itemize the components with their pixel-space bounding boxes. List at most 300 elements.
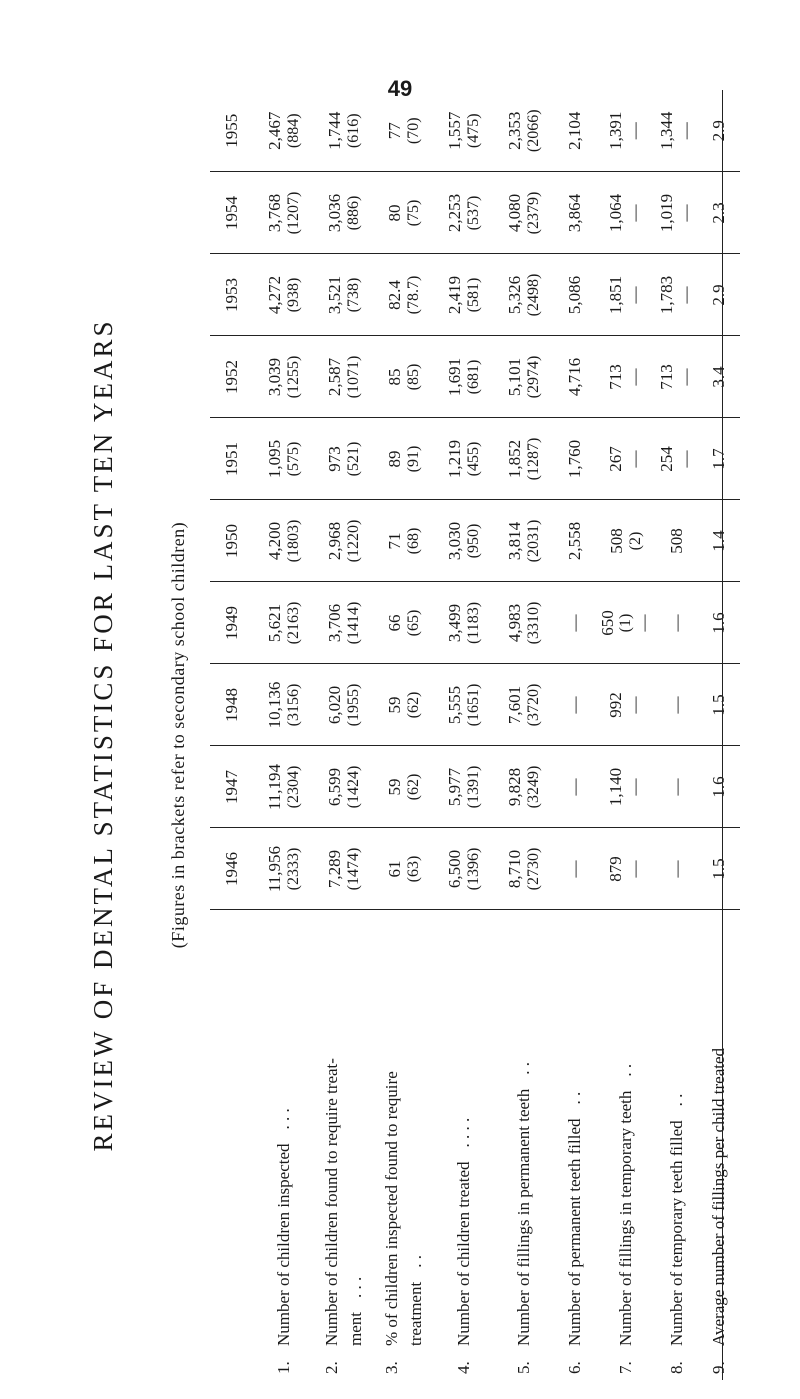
cell-value: 11,194 [264, 763, 284, 811]
row-label [656, 910, 698, 1380]
data-cell [314, 90, 374, 172]
cell-secondary-value: (537) [464, 195, 482, 231]
data-cell [554, 418, 596, 500]
cell-value: 1,019 [657, 193, 677, 233]
cell-secondary-value: (2974) [524, 355, 542, 399]
cell-value: 5,101 [504, 357, 524, 397]
cell-value: 1,140 [606, 767, 626, 807]
row-number: 9. [709, 1361, 729, 1374]
cell-secondary-value: (3720) [524, 683, 542, 727]
row-number: 4. [454, 1361, 474, 1374]
data-cell [434, 254, 494, 336]
data-cell [494, 664, 554, 746]
row-number: 3. [382, 1361, 402, 1374]
year-header: 1951 [210, 418, 254, 500]
cell-value: — [666, 778, 686, 796]
cell-dash: — [625, 450, 644, 468]
cell-secondary-value: (91) [404, 445, 422, 473]
cell-value: 85 [384, 368, 404, 386]
cell-value: 8,710 [504, 849, 524, 889]
data-cell [434, 172, 494, 254]
leader-dots: . . [406, 1255, 425, 1268]
row-label-continuation [344, 913, 368, 1375]
cell-value: 1.5 [708, 858, 728, 880]
data-cell [434, 828, 494, 910]
row-label [434, 910, 494, 1380]
cell-value: 6,500 [444, 849, 464, 889]
data-cell [554, 172, 596, 254]
cell-value: 3,768 [264, 193, 284, 233]
data-cell [254, 746, 314, 828]
cell-secondary-value: (2304) [284, 765, 302, 809]
cell-secondary-value: (1287) [524, 437, 542, 481]
data-cell [494, 500, 554, 582]
data-cell [656, 746, 698, 828]
data-cell [656, 500, 698, 582]
cell-value: 973 [324, 446, 344, 472]
year-header: 1950 [210, 500, 254, 582]
cell-value: 1,760 [564, 439, 584, 479]
cell-secondary-value: (950) [464, 523, 482, 559]
cell-value: 650 [597, 610, 617, 636]
row-label [494, 910, 554, 1380]
cell-value: 1,344 [657, 111, 677, 150]
row-label-text: % of children inspected found to require [382, 1071, 402, 1346]
row-label [254, 910, 314, 1380]
cell-secondary-value: (1391) [464, 765, 482, 809]
dental-statistics-table [210, 90, 740, 1380]
cell-value: 1,064 [606, 193, 626, 233]
data-cell [374, 336, 434, 418]
data-cell [254, 418, 314, 500]
cell-secondary-value: (738) [344, 277, 362, 313]
data-cell [374, 828, 434, 910]
cell-value: 3,814 [504, 521, 524, 561]
data-cell [254, 254, 314, 336]
cell-value: 3,036 [324, 193, 344, 233]
page-number: 49 [387, 76, 413, 101]
table-row [698, 90, 740, 1380]
cell-secondary-value: (70) [404, 117, 422, 145]
cell-value: 80 [384, 204, 404, 222]
data-cell [254, 90, 314, 172]
year-header: 1952 [210, 336, 254, 418]
cell-value: 66 [384, 614, 404, 632]
cell-value: 4,716 [564, 357, 584, 397]
year-header: 1953 [210, 254, 254, 336]
cell-secondary-value: (68) [404, 527, 422, 555]
data-cell [698, 746, 740, 828]
cell-dash: — [625, 122, 644, 140]
cell-dash: — [625, 860, 644, 878]
year-header: 1948 [210, 664, 254, 746]
table-row [494, 90, 554, 1380]
cell-secondary-value: (521) [344, 441, 362, 477]
cell-value: 1,783 [657, 275, 677, 315]
cell-value: 4,983 [504, 603, 524, 643]
cell-value: 6,599 [324, 767, 344, 807]
cell-value: 508 [666, 528, 686, 554]
data-cell [596, 336, 656, 418]
cell-secondary-value: (1651) [464, 683, 482, 727]
year-header: 1946 [210, 828, 254, 910]
cell-dash: — [676, 204, 695, 222]
cell-value: 508 [606, 528, 626, 554]
row-label [314, 910, 374, 1380]
data-cell [494, 746, 554, 828]
cell-secondary-value: (1) [617, 613, 635, 633]
data-cell [434, 746, 494, 828]
cell-value: 9,828 [504, 767, 524, 807]
table-body [254, 90, 740, 1380]
cell-secondary-value: (2498) [524, 273, 542, 317]
cell-value: 4,080 [504, 193, 524, 233]
cell-dash: — [676, 368, 695, 386]
cell-secondary-value: (938) [284, 277, 302, 313]
year-header: 1955 [210, 90, 254, 172]
cell-secondary-value: (63) [404, 855, 422, 883]
cell-value: 5,977 [444, 767, 464, 807]
cell-secondary-value: (1955) [344, 683, 362, 727]
cell-value: 1,744 [324, 111, 344, 150]
cell-secondary-value: (3156) [284, 683, 302, 727]
cell-value: 5,326 [504, 275, 524, 315]
row-label-text: Number of children treated [454, 1161, 474, 1346]
data-cell [254, 582, 314, 664]
data-cell [314, 418, 374, 500]
cell-dash: — [625, 778, 644, 796]
row-label [698, 910, 740, 1380]
cell-value: 3,706 [324, 603, 344, 643]
data-cell [434, 664, 494, 746]
cell-secondary-value: (65) [404, 609, 422, 637]
data-cell [656, 336, 698, 418]
row-label-text: Number of fillings in temporary teeth [616, 1090, 636, 1346]
cell-value: 1.7 [708, 448, 728, 470]
cell-value: — [666, 696, 686, 714]
table-row [314, 90, 374, 1380]
cell-value: — [666, 860, 686, 878]
data-cell [698, 172, 740, 254]
cell-secondary-value: (2031) [524, 519, 542, 563]
cell-secondary-value: (1183) [464, 601, 482, 645]
cell-dash: — [625, 204, 644, 222]
cell-value: 1.6 [708, 776, 728, 798]
cell-dash: — [625, 368, 644, 386]
data-cell [554, 336, 596, 418]
data-cell [494, 172, 554, 254]
data-cell [374, 500, 434, 582]
data-cell [494, 90, 554, 172]
data-cell [314, 254, 374, 336]
data-cell [596, 828, 656, 910]
table-row [554, 90, 596, 1380]
cell-value: 2.9 [708, 284, 728, 306]
data-cell [374, 172, 434, 254]
cell-dash: — [625, 696, 644, 714]
leader-dots: . . [565, 1091, 585, 1105]
cell-value: — [666, 614, 686, 632]
cell-secondary-value: (85) [404, 363, 422, 391]
cell-value: 11,956 [264, 845, 284, 893]
cell-value: 1,219 [444, 439, 464, 479]
data-cell [314, 500, 374, 582]
cell-secondary-value: (455) [464, 441, 482, 477]
cell-value: 2,419 [444, 275, 464, 315]
data-cell [254, 828, 314, 910]
data-cell [374, 90, 434, 172]
data-cell [698, 254, 740, 336]
cell-value: 1.6 [708, 612, 728, 634]
cell-secondary-value: (2) [626, 531, 644, 551]
cell-dash: — [633, 614, 653, 632]
data-cell [254, 336, 314, 418]
row-label-text: Number of permanent teeth filled [565, 1118, 585, 1346]
cell-secondary-value: (1474) [344, 847, 362, 891]
table-bottom-rule [722, 90, 723, 1380]
cell-value: 4,200 [264, 521, 284, 561]
cell-value: 1,851 [606, 275, 626, 315]
data-cell [434, 336, 494, 418]
cell-secondary-value: (884) [284, 113, 302, 149]
cell-value: 2,253 [444, 193, 464, 233]
cell-value: 3,039 [264, 357, 284, 397]
data-cell [254, 664, 314, 746]
year-header: 1954 [210, 172, 254, 254]
cell-value: 1,391 [606, 111, 626, 150]
data-cell [314, 746, 374, 828]
data-cell [434, 418, 494, 500]
row-label-continuation-text: ment [346, 1312, 365, 1346]
data-cell [254, 500, 314, 582]
cell-secondary-value: (75) [404, 199, 422, 227]
cell-value: 2,104 [564, 111, 584, 150]
cell-secondary-value: (62) [404, 691, 422, 719]
cell-value: 879 [606, 856, 626, 882]
data-cell [434, 500, 494, 582]
row-label-text: Number of children inspected [274, 1143, 294, 1346]
cell-secondary-value: (575) [284, 441, 302, 477]
table-row [656, 90, 698, 1380]
cell-value: 6,020 [324, 685, 344, 725]
data-cell [596, 500, 656, 582]
table-row [254, 90, 314, 1380]
data-cell [314, 172, 374, 254]
data-cell [494, 336, 554, 418]
cell-value: 2,353 [504, 111, 524, 150]
cell-value: 3,499 [444, 603, 464, 643]
data-cell [374, 254, 434, 336]
cell-secondary-value: (2163) [284, 601, 302, 645]
cell-value: 2,587 [324, 357, 344, 397]
data-cell [554, 828, 596, 910]
row-number: 7. [616, 1361, 636, 1374]
cell-secondary-value: (1255) [284, 355, 302, 399]
data-cell [656, 254, 698, 336]
cell-secondary-value: (78.7) [404, 275, 422, 315]
cell-value: 1,557 [444, 111, 464, 150]
cell-value: 82.4 [384, 280, 404, 310]
row-label [596, 910, 656, 1380]
data-cell [656, 90, 698, 172]
data-cell [596, 418, 656, 500]
cell-value: 2,467 [264, 111, 284, 150]
row-label-text: Number of children found to require treat- [322, 1058, 342, 1346]
leader-dots: . . [616, 1063, 636, 1077]
data-cell [434, 90, 494, 172]
data-cell [554, 254, 596, 336]
cell-value: 1.5 [708, 694, 728, 716]
data-cell [656, 828, 698, 910]
cell-secondary-value: (62) [404, 773, 422, 801]
data-cell [494, 254, 554, 336]
row-label [374, 910, 434, 1380]
row-label-continuation [404, 913, 428, 1375]
cell-value: 5,621 [264, 603, 284, 643]
cell-dash: — [676, 286, 695, 304]
cell-value: 89 [384, 450, 404, 468]
leader-dots: . . [667, 1093, 687, 1107]
data-cell [314, 828, 374, 910]
cell-value: — [564, 696, 584, 714]
cell-secondary-value: (1207) [284, 191, 302, 235]
table-row [374, 90, 434, 1380]
cell-value: 5,086 [564, 275, 584, 315]
rotated-page-content [70, 80, 750, 1390]
cell-secondary-value: (581) [464, 277, 482, 313]
row-number: 1. [274, 1361, 294, 1374]
cell-dash: — [676, 450, 695, 468]
row-number: 8. [667, 1361, 687, 1374]
data-cell [554, 90, 596, 172]
leader-dots: . . [514, 1061, 534, 1075]
cell-value: 2.9 [708, 120, 728, 142]
data-cell [596, 90, 656, 172]
cell-value: — [564, 778, 584, 796]
cell-secondary-value: (1424) [344, 765, 362, 809]
leader-dots: . . . . [454, 1117, 474, 1148]
data-cell [698, 90, 740, 172]
data-cell [434, 582, 494, 664]
data-cell [554, 582, 596, 664]
cell-secondary-value: (1220) [344, 519, 362, 563]
data-cell [698, 828, 740, 910]
data-cell [254, 172, 314, 254]
cell-secondary-value: (681) [464, 359, 482, 395]
cell-secondary-value: (2730) [524, 847, 542, 891]
table-row [596, 90, 656, 1380]
cell-secondary-value: (1396) [464, 847, 482, 891]
data-cell [698, 336, 740, 418]
data-cell [698, 582, 740, 664]
cell-value: 2,558 [564, 521, 584, 561]
page-title: REVIEW OF DENTAL STATISTICS FOR LAST TEN YEARS [88, 318, 118, 1152]
cell-value: 254 [657, 446, 677, 472]
row-label-text: Average number of fillings per child treated [709, 1047, 729, 1346]
cell-secondary-value: (2379) [524, 191, 542, 235]
data-cell [494, 582, 554, 664]
data-cell [596, 254, 656, 336]
cell-value: 71 [384, 532, 404, 550]
page-subtitle: (Figures in brackets refer to secondary school children) [168, 521, 188, 949]
cell-value: 1,852 [504, 439, 524, 479]
cell-value: 267 [606, 446, 626, 472]
data-cell [596, 746, 656, 828]
data-cell [374, 746, 434, 828]
row-label-continuation-text: treatment [406, 1281, 425, 1346]
data-cell [596, 172, 656, 254]
data-cell [494, 418, 554, 500]
cell-value: 59 [384, 696, 404, 714]
cell-value: 4,272 [264, 275, 284, 315]
cell-value: 10,136 [264, 681, 284, 729]
cell-value: 1,095 [264, 439, 284, 479]
cell-value: 61 [384, 860, 404, 878]
cell-value: 2.3 [708, 202, 728, 224]
data-cell [698, 500, 740, 582]
year-header: 1947 [210, 746, 254, 828]
cell-value: 1,691 [444, 357, 464, 397]
data-cell [314, 336, 374, 418]
data-cell [554, 746, 596, 828]
row-label-text: Number of fillings in permanent teeth [514, 1088, 534, 1346]
cell-secondary-value: (3249) [524, 765, 542, 809]
data-cell [656, 418, 698, 500]
cell-secondary-value: (1803) [284, 519, 302, 563]
row-number: 5. [514, 1361, 534, 1374]
cell-secondary-value: (1414) [344, 601, 362, 645]
data-cell [374, 664, 434, 746]
cell-secondary-value: (886) [344, 195, 362, 231]
cell-dash: — [676, 122, 695, 140]
cell-value: 77 [384, 122, 404, 140]
cell-value: 3,030 [444, 521, 464, 561]
data-cell [494, 828, 554, 910]
cell-value: 713 [657, 364, 677, 390]
row-number: 6. [565, 1361, 585, 1374]
data-cell [554, 500, 596, 582]
leader-dots: . . . [346, 1276, 365, 1298]
data-cell [656, 172, 698, 254]
header-label-cell [210, 910, 254, 1380]
data-cell [656, 664, 698, 746]
cell-secondary-value: (475) [464, 113, 482, 149]
row-number: 2. [322, 1361, 342, 1374]
data-cell [554, 664, 596, 746]
cell-value: 3,521 [324, 275, 344, 315]
table-row [434, 90, 494, 1380]
cell-dash: — [625, 286, 644, 304]
leader-dots: . . . [274, 1108, 294, 1130]
cell-value: 713 [606, 364, 626, 390]
data-cell [374, 418, 434, 500]
row-label [554, 910, 596, 1380]
cell-value: 7,289 [324, 849, 344, 889]
data-cell [698, 664, 740, 746]
header-row [210, 90, 254, 1380]
cell-value: — [564, 860, 584, 878]
cell-value: 7,601 [504, 685, 524, 725]
cell-secondary-value: (3310) [524, 601, 542, 645]
data-cell [596, 582, 656, 664]
cell-secondary-value: (616) [344, 113, 362, 149]
data-cell [314, 582, 374, 664]
cell-value: 3,864 [564, 193, 584, 233]
cell-value: 2,968 [324, 521, 344, 561]
cell-value: 5,555 [444, 685, 464, 725]
year-header: 1949 [210, 582, 254, 664]
cell-value: 3.4 [708, 366, 728, 388]
